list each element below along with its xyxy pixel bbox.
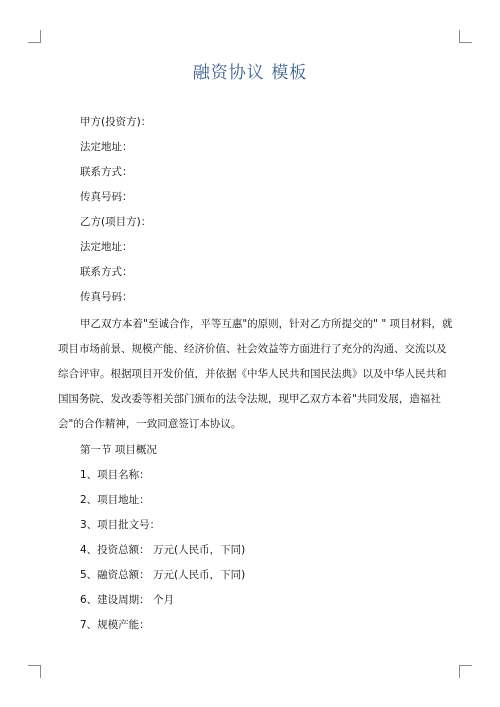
document-title: 融资协议 模板 <box>192 63 308 83</box>
party-a-address-line: 法定地址： <box>80 141 133 153</box>
paragraph-line: 甲乙双方本着"至诚合作，平等互惠"的原则，针对乙方所提交的" " 项目材料，就 <box>80 318 453 330</box>
section-heading: 第一节 项目概况 <box>80 444 157 456</box>
section-item-capacity: 7、规模产能： <box>80 619 150 631</box>
party-b-fax-line: 传真号码： <box>80 291 133 303</box>
section-item-total-financing: 5、融资总额： 万元(人民币，下同) <box>80 569 246 581</box>
section-item-total-investment: 4、投资总额： 万元(人民币，下同) <box>80 544 246 556</box>
crop-mark-bottom-right <box>459 665 472 678</box>
section-item-project-address: 2、项目地址： <box>80 494 150 506</box>
party-a-contact-line: 联系方式： <box>80 166 133 178</box>
party-a-name-line: 甲方(投资方)： <box>80 116 152 128</box>
crop-mark-top-right <box>459 30 472 43</box>
section-item-construction-period: 6、建设周期： 个月 <box>80 594 175 606</box>
section-item-project-name: 1、项目名称： <box>80 469 150 481</box>
section-item-approval-number: 3、项目批文号： <box>80 519 161 531</box>
party-b-contact-line: 联系方式： <box>80 266 133 278</box>
party-a-fax-line: 传真号码： <box>80 191 133 203</box>
crop-mark-bottom-left <box>28 665 41 678</box>
paragraph-line: 国国务院、发改委等相关部门颁布的法令法规，现甲乙双方本着"共同发展，造福社 <box>58 393 441 405</box>
paragraph-line: 项目市场前景、规模产能、经济价值、社会效益等方面进行了充分的沟通、交流以及 <box>58 343 447 355</box>
crop-mark-top-left <box>28 30 41 43</box>
paragraph-line: 会"的合作精神，一致同意签订本协议。 <box>58 418 242 430</box>
party-b-address-line: 法定地址： <box>80 241 133 253</box>
paragraph-line: 综合评审。根据项目开发价值，并依据《中华人民共和国民法典》以及中华人民共和 <box>58 368 447 380</box>
party-b-name-line: 乙方(项目方)： <box>80 216 152 228</box>
